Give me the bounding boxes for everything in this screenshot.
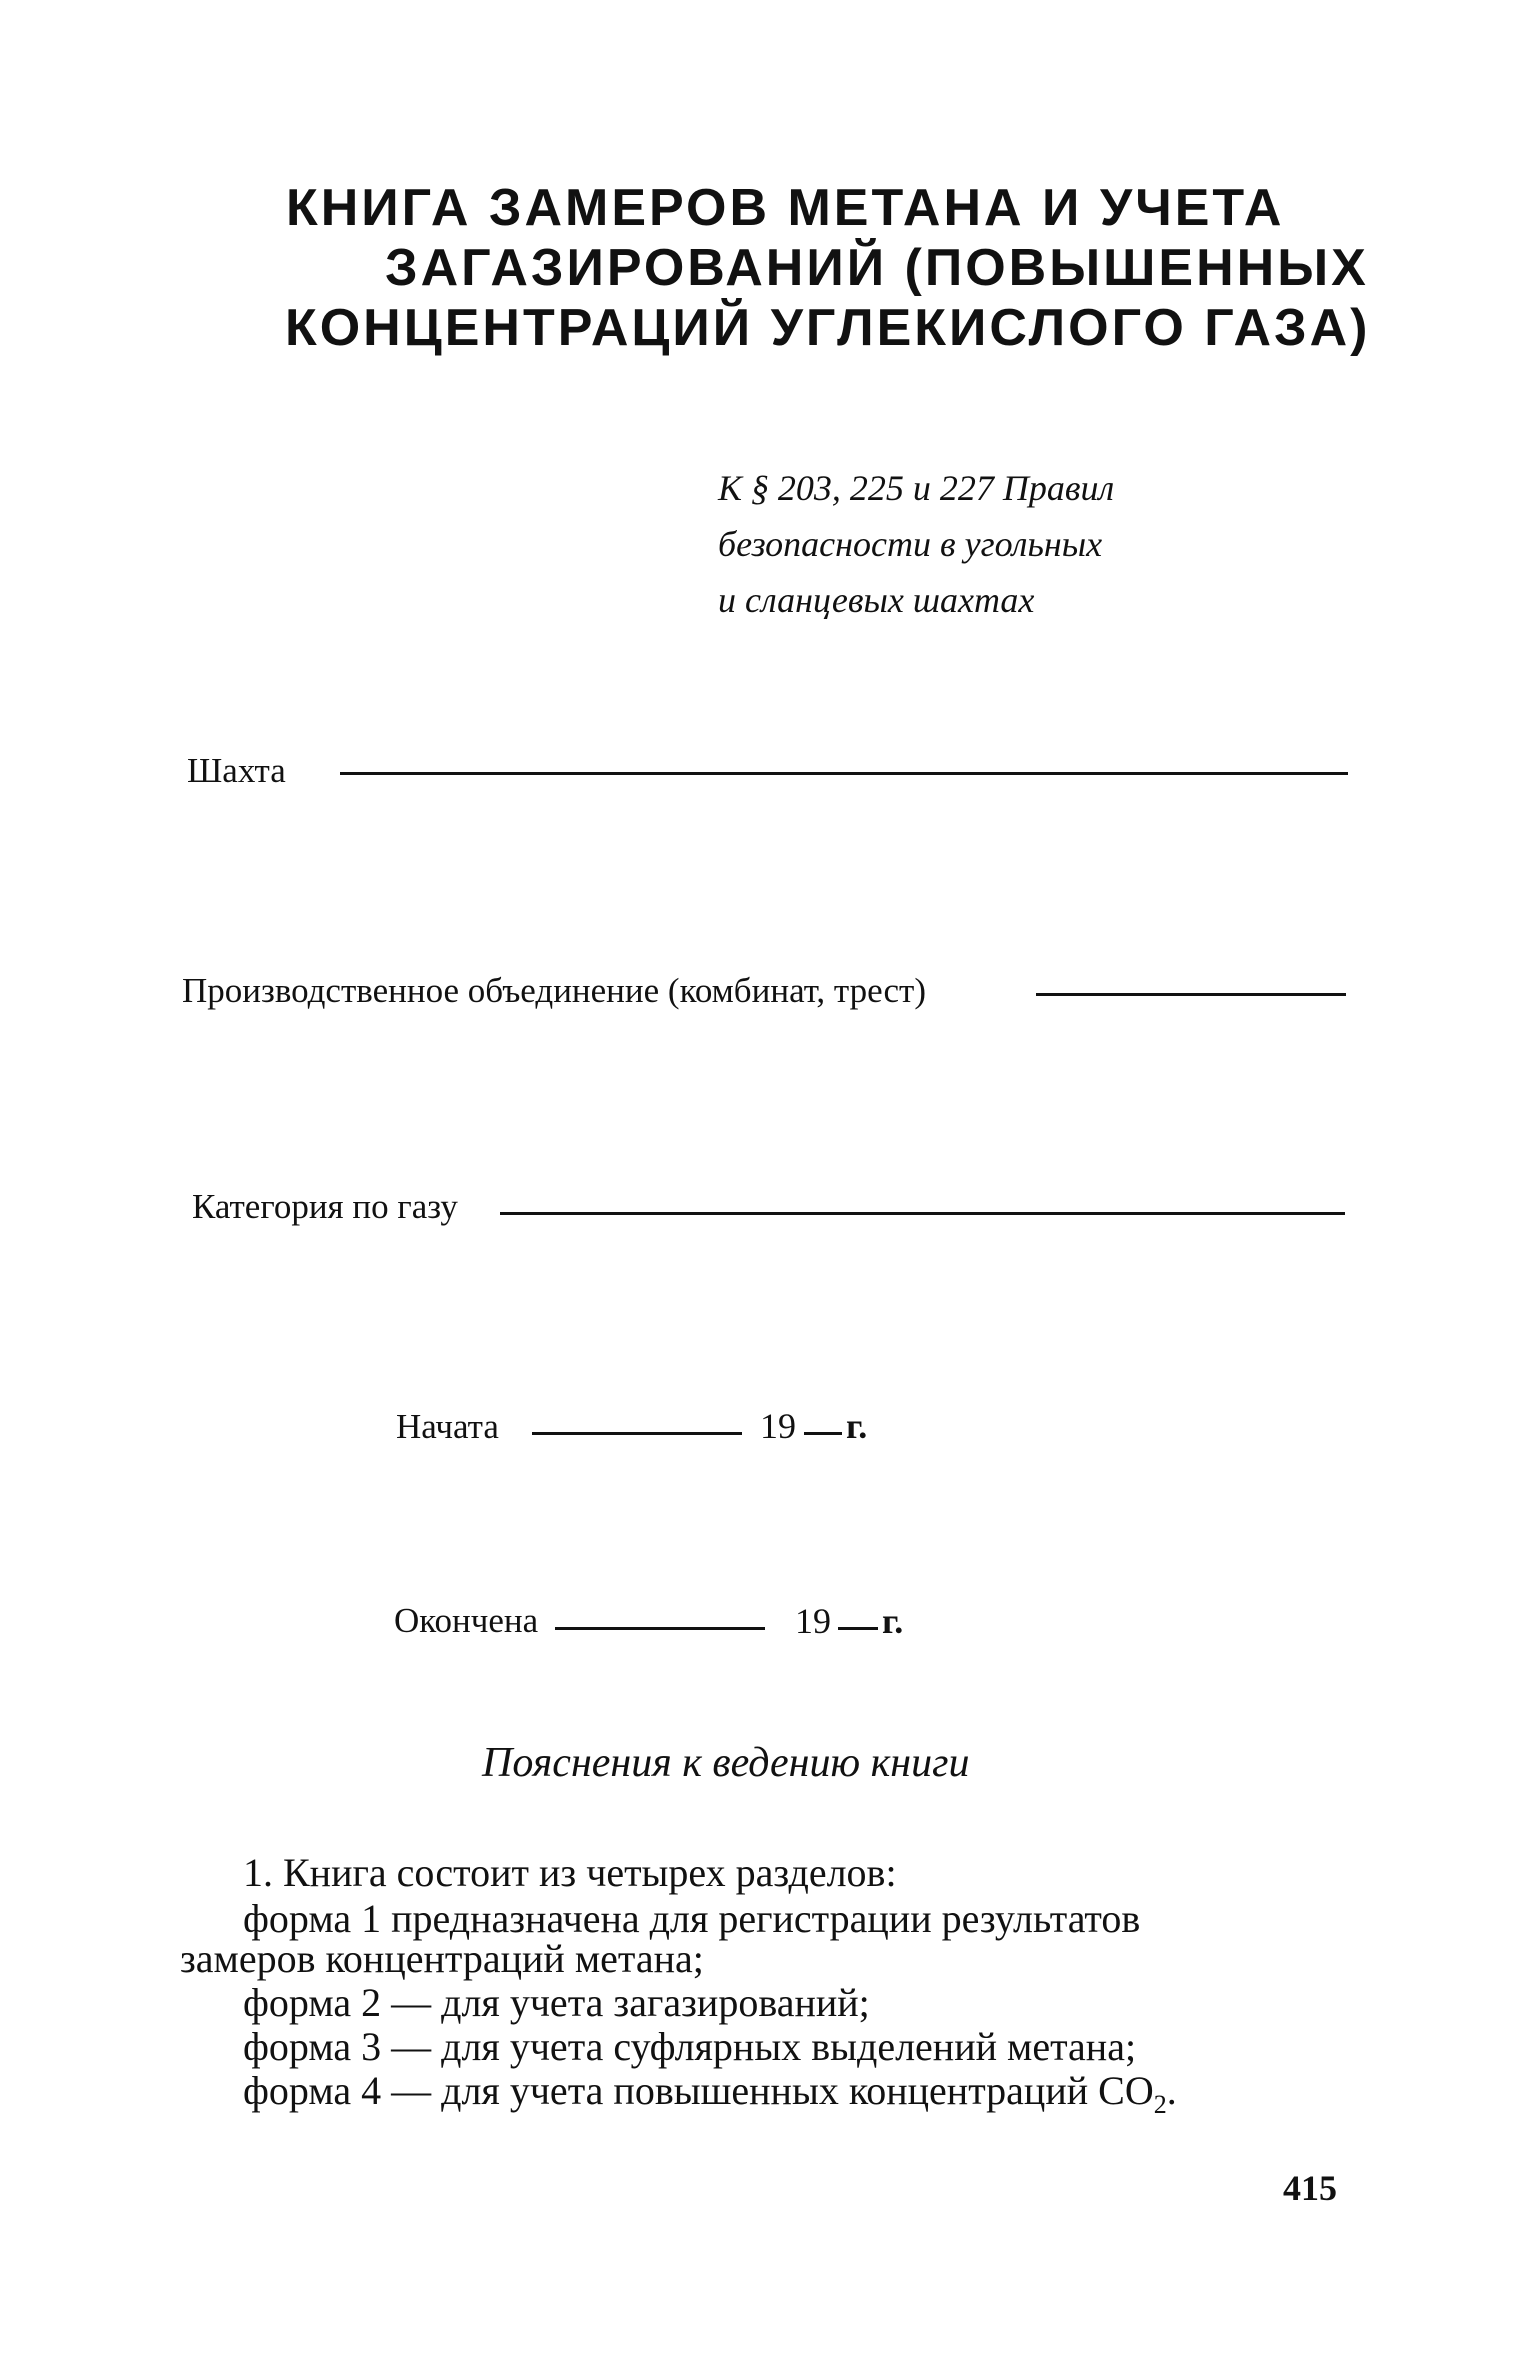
reference-line-2: безопасности в угольных [718, 524, 1103, 564]
reference-line-3: и сланцевых шахтах [718, 580, 1035, 620]
form-2-text: форма 2 — для учета загазирований; [243, 1980, 870, 2025]
finished-date-line[interactable] [555, 1627, 765, 1630]
finished-year: 19 [795, 1601, 831, 1641]
title-line-3: КОНЦЕНТРАЦИЙ УГЛЕКИСЛОГО ГАЗА) [285, 299, 1371, 357]
form-4-end: . [1166, 2068, 1177, 2113]
association-label: Производственное объединение (комбинат, трест) [182, 971, 926, 1010]
gas-category-label: Категория по газу [192, 1187, 458, 1226]
mine-fill-line[interactable] [340, 772, 1348, 775]
form-3-text: форма 3 — для учета суфлярных выделений метана; [243, 2024, 1137, 2069]
finished-label: Окончена [394, 1601, 539, 1640]
form-4-text [243, 2068, 1177, 2128]
gas-category-fill-line[interactable] [500, 1212, 1345, 1215]
title-line-2: ЗАГАЗИРОВАНИЙ (ПОВЫШЕННЫХ [385, 239, 1369, 297]
form-4-main: форма 4 — для учета повышенных концентраций CO [243, 2068, 1154, 2113]
form-1-line-2: замеров концентраций метана; [180, 1936, 704, 1981]
form-4-subscript: 2 [1153, 2090, 1167, 2119]
item-1-text: 1. Книга состоит из четырех разделов: [243, 1850, 897, 1895]
reference-line-1: К § 203, 225 и 227 Правил [718, 468, 1115, 508]
started-suffix: г. [846, 1406, 868, 1446]
association-fill-line[interactable] [1036, 993, 1346, 996]
started-year-line[interactable] [804, 1432, 842, 1435]
form-1-line-1: форма 1 предназначена для регистрации результатов [243, 1896, 1141, 1941]
finished-year-line[interactable] [838, 1627, 878, 1630]
started-year: 19 [760, 1406, 796, 1446]
mine-label: Шахта [187, 751, 286, 790]
finished-suffix: г. [882, 1601, 904, 1641]
title-line-1: КНИГА ЗАМЕРОВ МЕТАНА И УЧЕТА [286, 179, 1285, 237]
started-date-line[interactable] [532, 1432, 742, 1435]
page-number: 415 [1283, 2168, 1337, 2208]
explanations-heading: Пояснения к ведению книги [482, 1740, 970, 1786]
started-label: Начата [396, 1407, 499, 1446]
